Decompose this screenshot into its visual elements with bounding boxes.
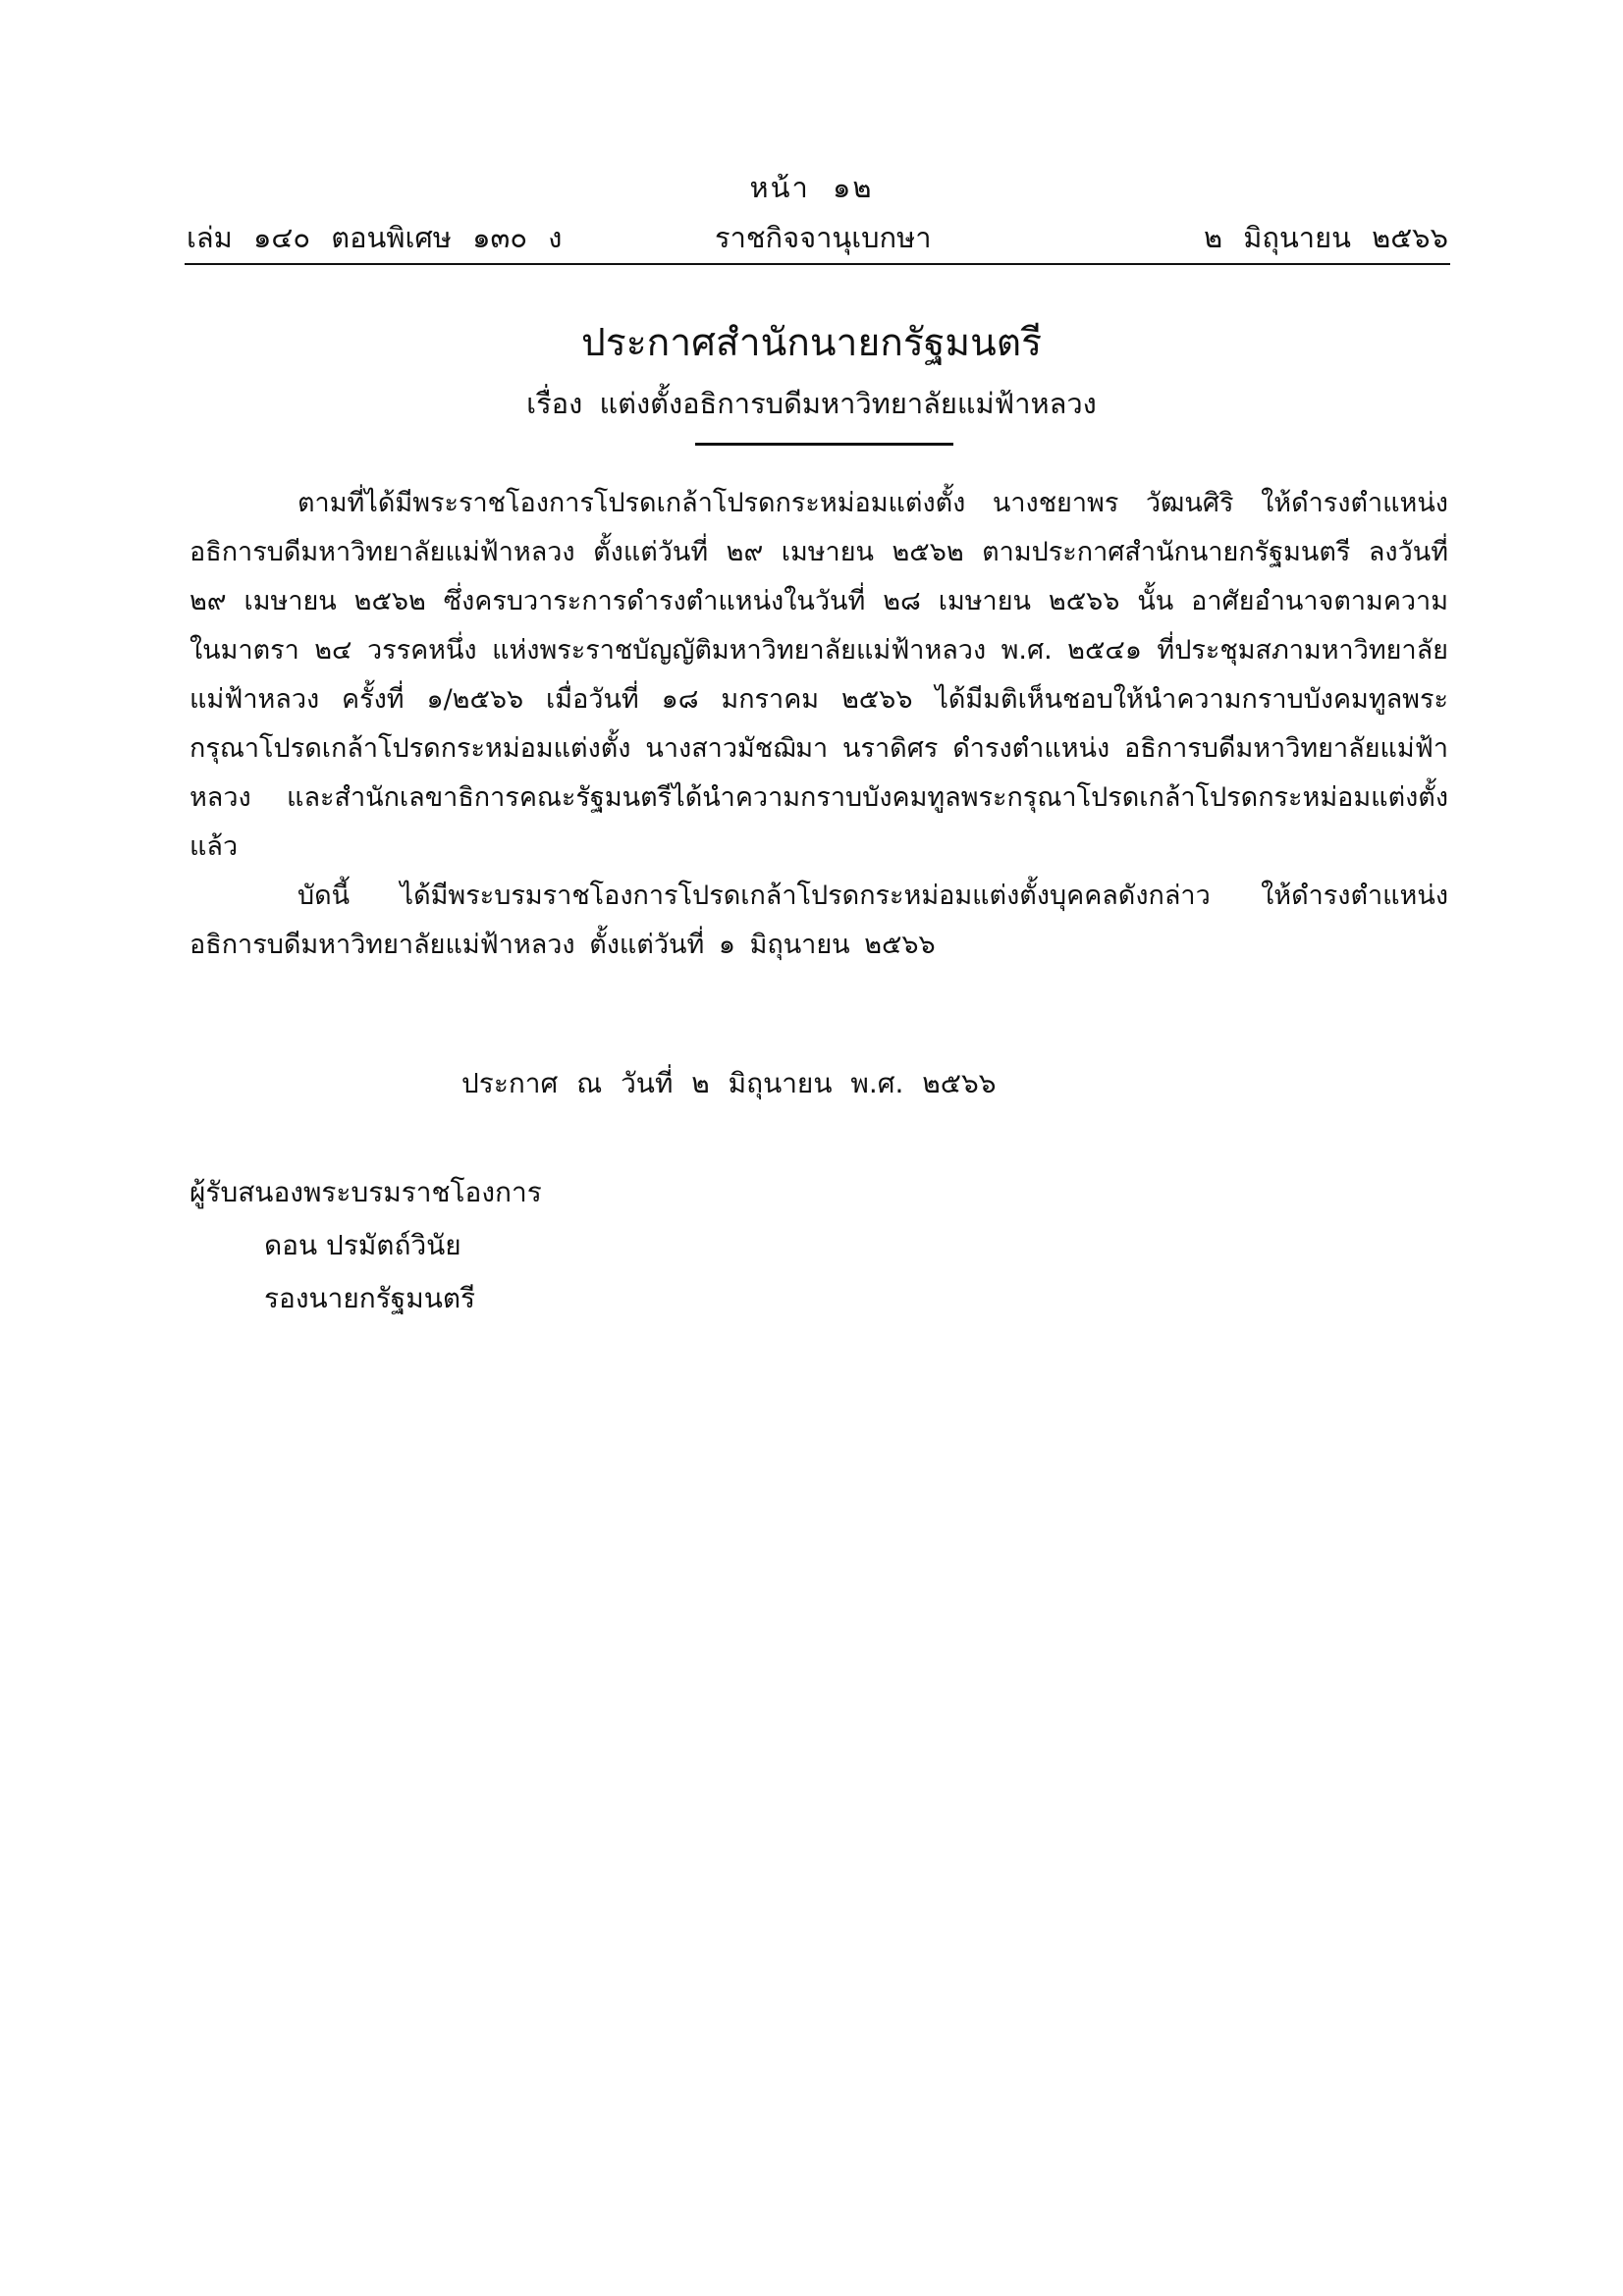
title-divider (695, 443, 953, 446)
gazette-date: ๒ มิถุนายน ๒๕๖๖ (1203, 221, 1448, 254)
body-paragraph: ตามที่ได้มีพระราชโองการโปรดเกล้าโปรดกระหม่อมแต่งตั้ง นางชยาพร วัฒนศิริ ให้ดำรงตำแหน่งอธิการบดีมหาวิทยาลัยแม่ฟ้าหลวง ตั้งแต่วันที่ ๒๙ เมษายน ๒๕๖๒ ตามประกาศสำนักนายกรัฐมนตรี ลงวันที่ ๒๙ เมษายน ๒๕๖๒ ซึ่งครบวาระการดำรงตำแหน่งในวันที่ ๒๘ เมษายน ๒๕๖๖ นั้น อาศัยอำนาจตามความในมาตรา ๒๔ วรรคหนึ่ง แห่งพระราชบัญญัติมหาวิทยาลัยแม่ฟ้าหลวง พ.ศ. ๒๕๔๑ ที่ประชุมสภามหาวิทยาลัยแม่ฟ้าหลวง ครั้งที่ ๑/๒๕๖๖ เมื่อวันที่ ๑๘ มกราคม ๒๕๖๖ ได้มีมติเห็นชอบให้นำความกราบบังคมทูลพระกรุณาโปรดเกล้าโปรดกระหม่อมแต่งตั้ง นางสาวมัชฌิมา นราดิศร ดำรงตำแหน่ง อธิการบดีมหาวิทยาลัยแม่ฟ้าหลวง และสำนักเลขาธิการคณะรัฐมนตรีได้นำความกราบบังคมทูลพระกรุณาโปรดเกล้าโปรดกระหม่อมแต่งตั้งแล้ว (189, 488, 1448, 862)
volume-issue: เล่ม ๑๔๐ ตอนพิเศษ ๑๓๐ ง (187, 221, 563, 254)
announcement-date: ประกาศ ณ วันที่ ๒ มิถุนายน พ.ศ. ๒๕๖๖ (461, 1067, 997, 1099)
signatory-name: ดอน ปรมัตถ์วินัย (264, 1229, 461, 1261)
signatory-position: รองนายกรัฐมนตรี (264, 1282, 476, 1314)
header-divider (185, 263, 1450, 265)
announcement-body (189, 479, 1448, 970)
gazette-name: ราชกิจจานุเบกษา (715, 221, 932, 254)
body-paragraph: บัดนี้ ได้มีพระบรมราชโองการโปรดเกล้าโปรดกระหม่อมแต่งตั้งบุคคลดังกล่าว ให้ดำรงตำแหน่งอธิการบดีมหาวิทยาลัยแม่ฟ้าหลวง ตั้งแต่วันที่ ๑ มิถุนายน ๒๕๖๖ (189, 881, 1448, 960)
countersign-label: ผู้รับสนองพระบรมราชโองการ (189, 1176, 542, 1208)
gazette-header (187, 211, 1448, 256)
page-number: หน้า ๑๒ (749, 171, 874, 204)
announcement-subject: เรื่อง แต่งตั้งอธิการบดีมหาวิทยาลัยแม่ฟ้าหลวง (526, 387, 1097, 420)
announcement-title: ประกาศสำนักนายกรัฐมนตรี (580, 321, 1043, 365)
signature-block (189, 1166, 542, 1325)
